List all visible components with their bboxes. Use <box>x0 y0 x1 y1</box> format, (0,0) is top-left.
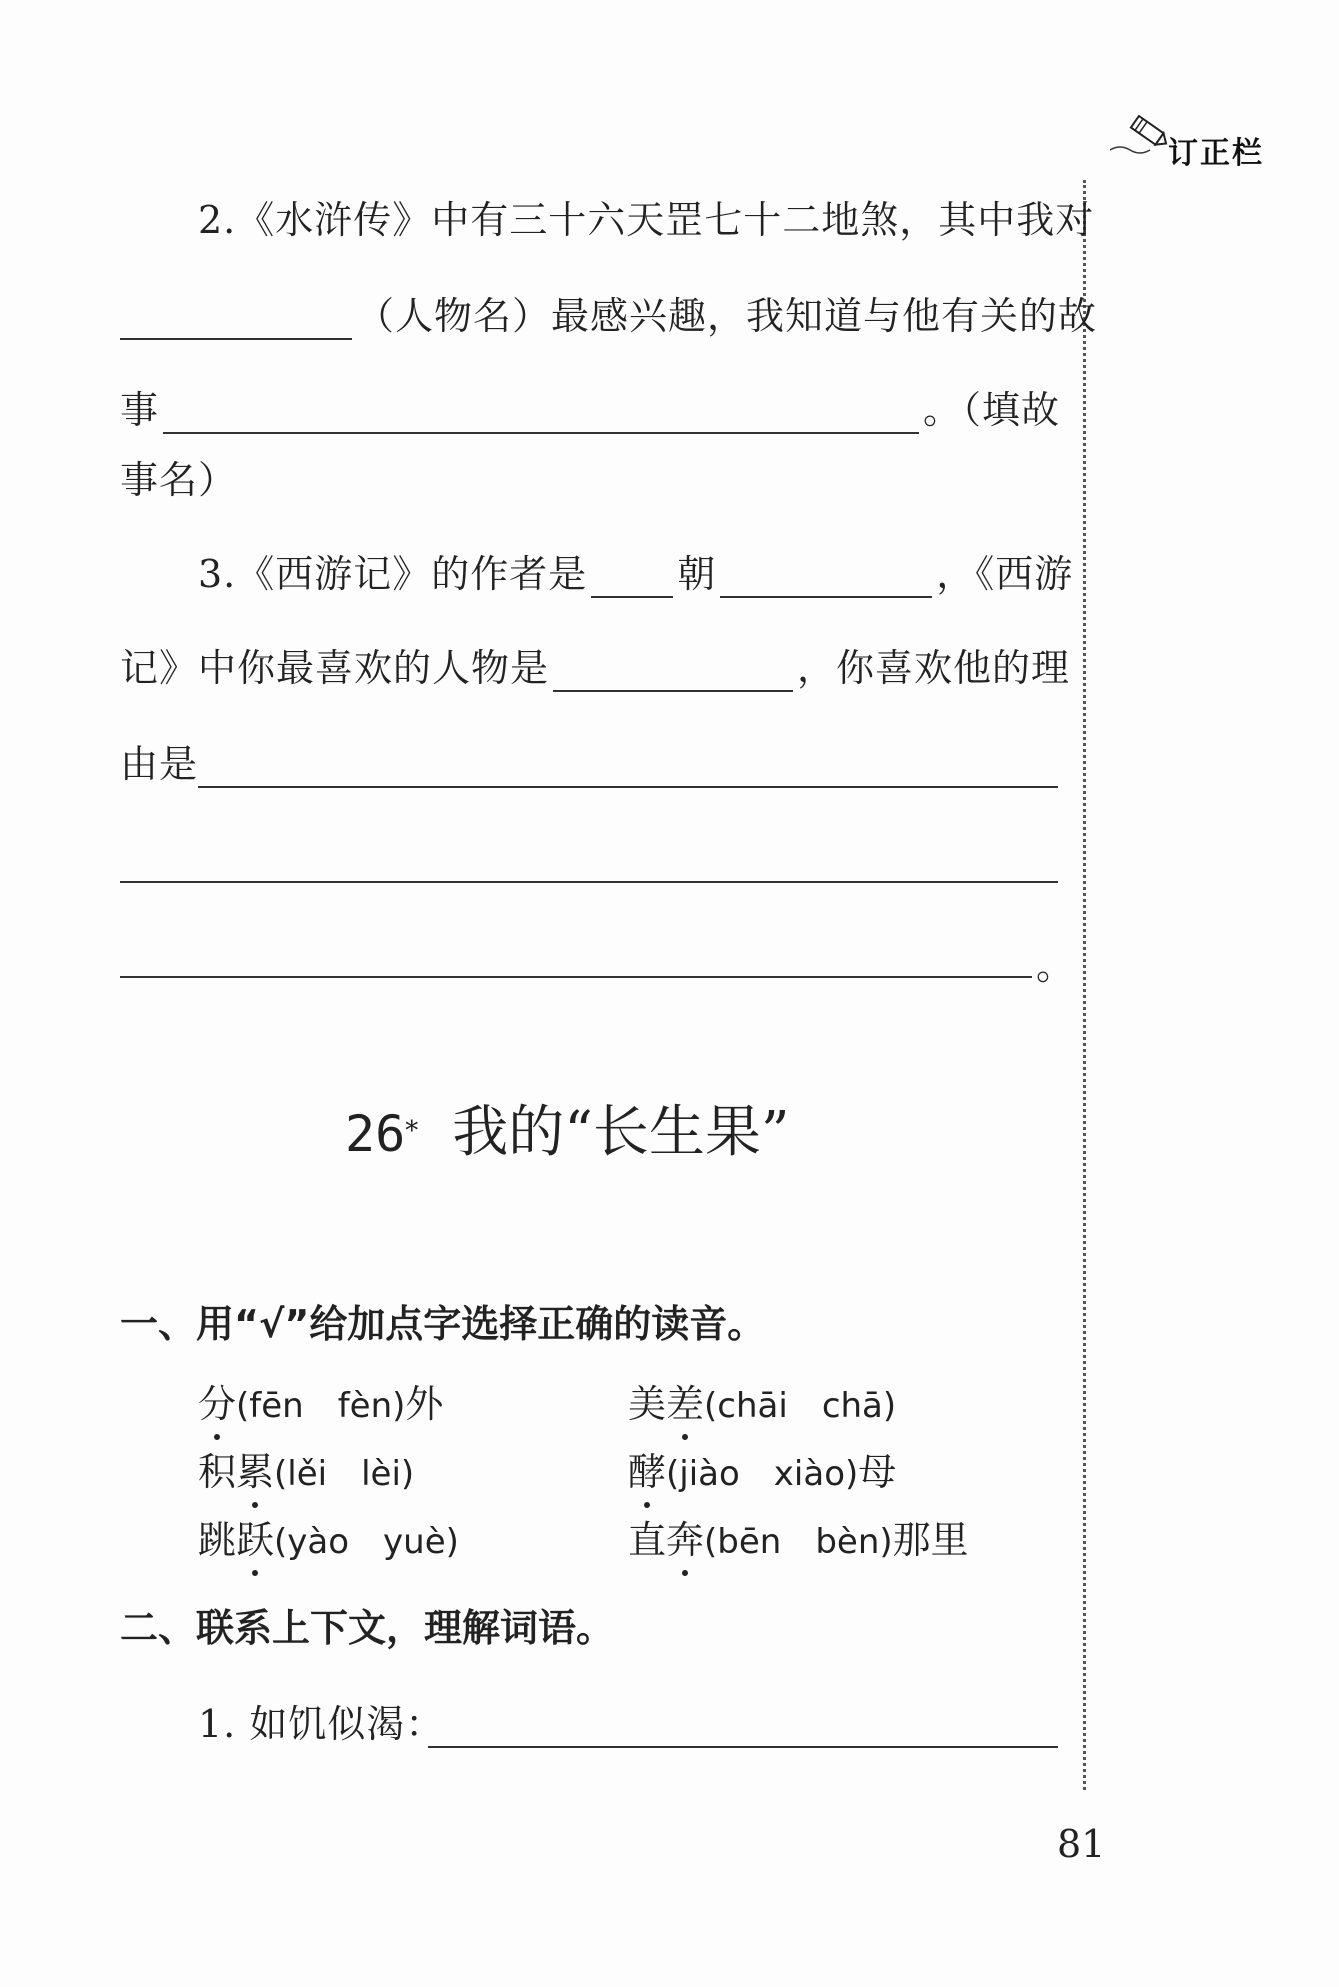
q2-line3: 事 。（填故 <box>120 388 1061 432</box>
section1-heading: 一、用“√”给加点字选择正确的读音。 <box>120 1302 766 1346</box>
q2-line4: 事名） <box>120 458 238 502</box>
q3-line2: 记》中你最喜欢的人物是 ，你喜欢他的理 <box>120 646 1071 690</box>
character-name-blank[interactable] <box>120 302 352 340</box>
pinyin-item: 美差(chāi chā) <box>628 1382 897 1426</box>
q2-line2: （人物名）最感兴趣，我知道与他有关的故 <box>120 292 1097 340</box>
q3-end-mark: 。 <box>1036 944 1076 988</box>
q2-line1: 2.《水浒传》中有三十六天罡七十二地煞，其中我对 <box>198 198 1095 242</box>
lesson-star: * <box>405 1116 419 1146</box>
section2-heading: 二、联系上下文，理解词语。 <box>120 1606 615 1650</box>
reason-blank-3[interactable] <box>120 976 1032 978</box>
dynasty-blank[interactable] <box>591 560 673 598</box>
reason-blank-1[interactable] <box>198 786 1058 788</box>
story-name-blank[interactable] <box>163 396 919 434</box>
lesson-title <box>345 1098 789 1169</box>
pinyin-item: 跳跃(yào yuè) <box>198 1518 459 1562</box>
lesson-name: 我的“长生果” <box>452 1100 790 1165</box>
favorite-character-blank[interactable] <box>553 654 793 692</box>
q3-line1: 3.《西游记》的作者是 朝 ，《西游 <box>198 552 1074 596</box>
reason-blank-2[interactable] <box>120 881 1058 883</box>
pinyin-item: 分(fēn fèn)外 <box>198 1382 444 1426</box>
sidebar-divider <box>1083 180 1086 1790</box>
pinyin-item: 积累(lěi lèi) <box>198 1450 415 1494</box>
section2-item1: 1. 如饥似渴： <box>198 1702 445 1746</box>
page-number: 81 <box>1057 1822 1106 1866</box>
pinyin-item: 酵(jiào xiào)母 <box>628 1450 897 1494</box>
lesson-number: 26 <box>345 1105 406 1163</box>
pinyin-item: 直奔(bēn bèn)那里 <box>628 1518 969 1562</box>
correction-column-label: 订正栏 <box>1168 136 1264 171</box>
pencil-icon <box>1110 108 1170 162</box>
meaning-blank[interactable] <box>428 1746 1058 1748</box>
q3-line3: 由是 <box>120 742 199 786</box>
author-blank[interactable] <box>720 560 932 598</box>
